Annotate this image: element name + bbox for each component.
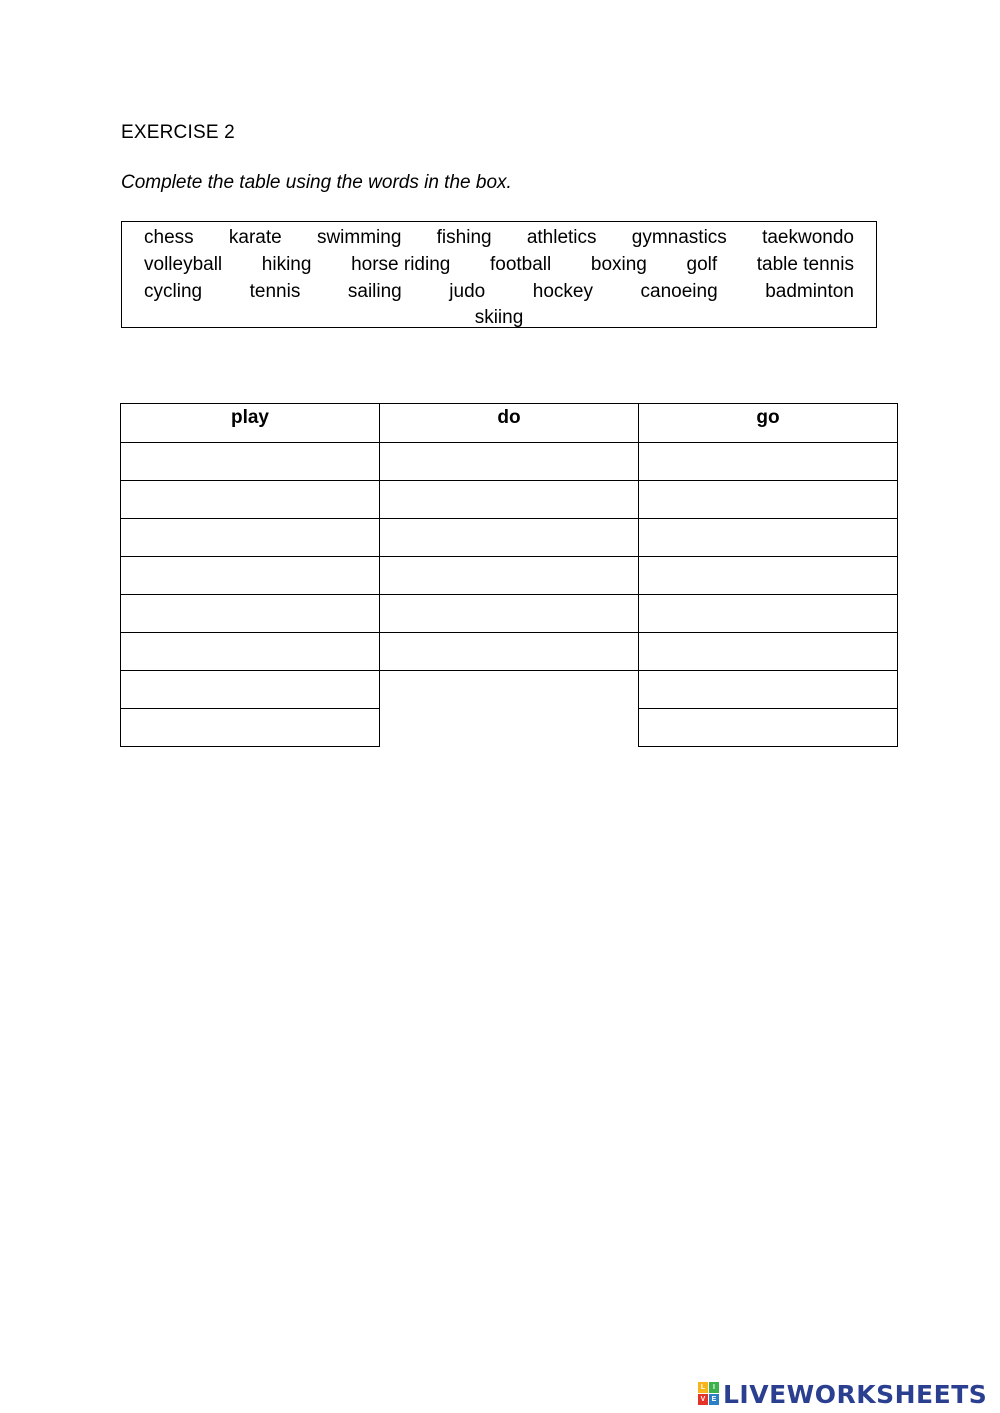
do-answer-cell[interactable] xyxy=(379,556,639,595)
play-answer-cell[interactable] xyxy=(120,632,380,671)
word-item: hockey xyxy=(532,281,593,302)
word-box xyxy=(121,221,877,328)
play-answer-cell[interactable] xyxy=(120,518,380,557)
word-item: swimming xyxy=(316,227,402,248)
word-item: taekwondo xyxy=(762,227,854,248)
header-play: play xyxy=(120,403,380,443)
word-row xyxy=(134,224,864,251)
answer-table xyxy=(121,403,898,755)
word-item: skiing xyxy=(474,307,524,328)
go-answer-cell[interactable] xyxy=(638,480,898,519)
word-item: table tennis xyxy=(756,254,854,275)
header-go: go xyxy=(638,403,898,443)
instruction-text: Complete the table using the words in the box. xyxy=(121,172,512,193)
word-item: golf xyxy=(686,254,718,275)
column-do xyxy=(380,403,639,671)
column-play xyxy=(121,403,380,747)
do-answer-cell[interactable] xyxy=(379,480,639,519)
go-answer-cell[interactable] xyxy=(638,670,898,709)
play-answer-cell[interactable] xyxy=(120,708,380,747)
word-item: hiking xyxy=(261,254,312,275)
header-do: do xyxy=(379,403,639,443)
do-answer-cell[interactable] xyxy=(379,632,639,671)
word-row xyxy=(134,251,864,278)
word-item: boxing xyxy=(590,254,647,275)
word-item: fishing xyxy=(436,227,492,248)
word-item: volleyball xyxy=(144,254,223,275)
word-row xyxy=(134,278,864,305)
word-item: sailing xyxy=(347,281,402,302)
word-row xyxy=(134,305,864,332)
logo-letter: L xyxy=(698,1382,708,1393)
column-go xyxy=(639,403,898,747)
go-answer-cell[interactable] xyxy=(638,708,898,747)
play-answer-cell[interactable] xyxy=(120,480,380,519)
do-answer-cell[interactable] xyxy=(379,442,639,481)
logo-letter: I xyxy=(709,1382,719,1393)
logo-mark-icon xyxy=(698,1382,720,1406)
logo-letter: E xyxy=(709,1394,719,1405)
logo-letter: V xyxy=(698,1394,708,1405)
play-answer-cell[interactable] xyxy=(120,556,380,595)
word-item: football xyxy=(489,254,552,275)
word-item: judo xyxy=(449,281,486,302)
go-answer-cell[interactable] xyxy=(638,556,898,595)
go-answer-cell[interactable] xyxy=(638,594,898,633)
go-answer-cell[interactable] xyxy=(638,442,898,481)
do-answer-cell[interactable] xyxy=(379,518,639,557)
word-item: canoeing xyxy=(640,281,718,302)
exercise-title: EXERCISE 2 xyxy=(121,122,235,143)
play-answer-cell[interactable] xyxy=(120,442,380,481)
word-item: badminton xyxy=(765,281,854,302)
play-answer-cell[interactable] xyxy=(120,594,380,633)
word-item: horse riding xyxy=(351,254,451,275)
go-answer-cell[interactable] xyxy=(638,518,898,557)
logo-text: LIVEWORKSHEETS xyxy=(723,1379,988,1409)
word-item: gymnastics xyxy=(631,227,727,248)
do-answer-cell[interactable] xyxy=(379,594,639,633)
word-item: karate xyxy=(228,227,282,248)
word-item: chess xyxy=(144,227,194,248)
word-item: athletics xyxy=(526,227,597,248)
word-item: cycling xyxy=(144,281,203,302)
play-answer-cell[interactable] xyxy=(120,670,380,709)
word-item: tennis xyxy=(249,281,301,302)
liveworksheets-logo xyxy=(698,1378,987,1410)
go-answer-cell[interactable] xyxy=(638,632,898,671)
